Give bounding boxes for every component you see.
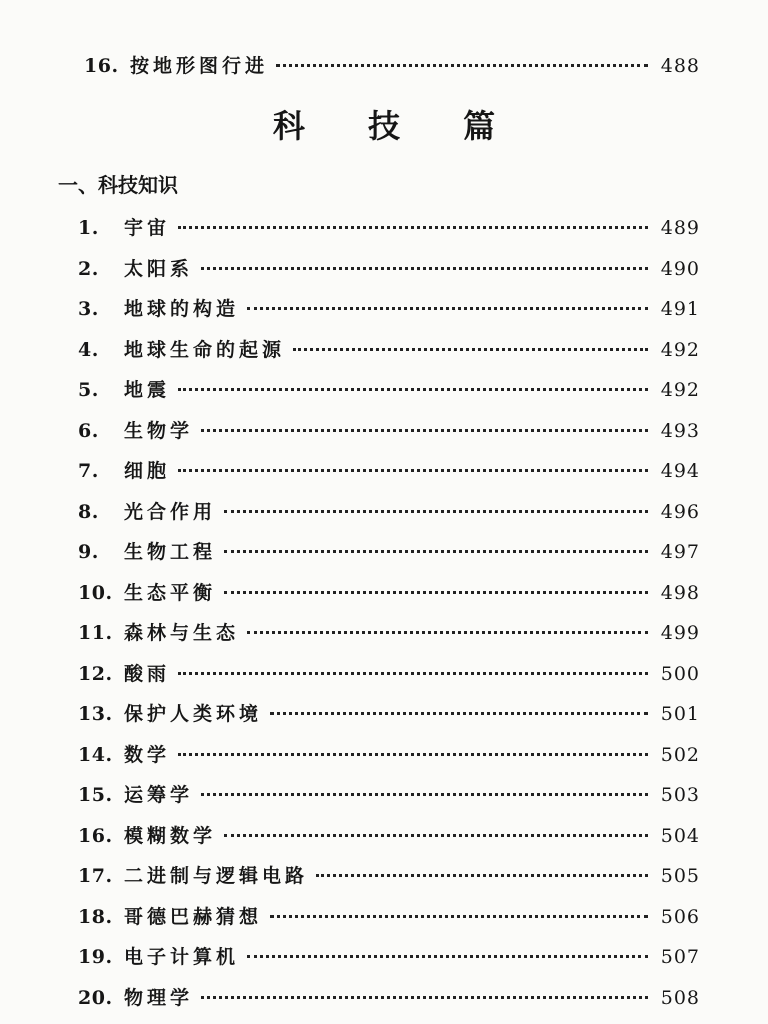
entry-title: 酸雨 [124, 662, 171, 685]
entry-page: 496 [660, 500, 700, 523]
entry-title: 生物工程 [124, 541, 217, 563]
entry-title: 森林与生态 [124, 622, 240, 644]
toc-entry [78, 492, 700, 533]
dot-leader [201, 266, 648, 270]
dot-leader [224, 549, 648, 553]
entry-title: 物理学 [124, 986, 194, 1009]
entry-title: 运筹学 [124, 784, 194, 806]
toc-entry [78, 573, 700, 614]
entry-page: 493 [660, 419, 700, 442]
dot-leader [224, 509, 648, 513]
toc-entry [78, 654, 700, 695]
entry-number: 7. [78, 460, 99, 482]
dot-leader [224, 590, 648, 594]
entry-number: 12. [78, 662, 113, 685]
entry-title: 光合作用 [124, 500, 217, 523]
entry-number: 9. [78, 541, 99, 563]
entry-number: 4. [78, 338, 99, 361]
dot-leader [247, 306, 648, 310]
dot-leader [178, 387, 648, 391]
toc-entry [78, 978, 700, 1019]
dot-leader [247, 954, 648, 958]
dot-leader [270, 914, 648, 918]
dot-leader [270, 711, 648, 715]
entry-number: 2. [78, 257, 99, 280]
entry-title: 宇宙 [124, 217, 171, 239]
dot-leader [224, 833, 648, 837]
toc-entry [78, 937, 700, 978]
toc-entry [78, 411, 700, 452]
entry-number: 6. [78, 419, 99, 442]
entry-page: 504 [660, 824, 700, 847]
entry-title: 生物学 [124, 419, 194, 442]
toc-entry [78, 451, 700, 492]
toc-entry [78, 370, 700, 411]
section-title: 科 技 篇 [272, 107, 522, 145]
toc-list [78, 208, 700, 1018]
entry-number: 14. [78, 743, 113, 766]
toc-entry [78, 289, 700, 330]
entry-page: 491 [660, 298, 700, 320]
entry-page: 500 [660, 662, 700, 685]
entry-page: 494 [660, 460, 700, 482]
entry-number: 15. [78, 784, 113, 806]
dot-leader [316, 873, 648, 877]
entry-page: 505 [660, 865, 700, 887]
entry-title: 地球生命的起源 [124, 338, 286, 361]
entry-page: 488 [660, 55, 700, 77]
toc-entry [78, 208, 700, 249]
entry-number: 3. [78, 298, 99, 320]
toc-entry [78, 694, 700, 735]
entry-page: 507 [660, 946, 700, 968]
dot-leader [201, 428, 648, 432]
entry-number: 13. [78, 703, 113, 725]
toc-entry [78, 735, 700, 776]
toc-entry [78, 856, 700, 897]
entry-page: 497 [660, 541, 700, 563]
toc-entry-previous [84, 52, 700, 80]
chapter-heading: 一、科技知识 [58, 173, 178, 197]
entry-title: 生态平衡 [124, 581, 217, 604]
entry-title: 二进制与逻辑电路 [124, 865, 309, 887]
entry-page: 492 [660, 379, 700, 401]
entry-number: 18. [78, 905, 113, 928]
entry-page: 503 [660, 784, 700, 806]
dot-leader [178, 671, 648, 675]
entry-title: 模糊数学 [124, 824, 217, 847]
entry-title: 哥德巴赫猜想 [124, 905, 263, 928]
entry-page: 489 [660, 217, 700, 239]
entry-title: 太阳系 [124, 257, 194, 280]
toc-entry [78, 897, 700, 938]
dot-leader [178, 468, 648, 472]
entry-number: 16. [84, 55, 119, 77]
toc-entry [78, 532, 700, 573]
entry-title: 保护人类环境 [124, 703, 263, 725]
dot-leader [178, 225, 648, 229]
dot-leader [201, 792, 648, 796]
dot-leader [293, 347, 648, 351]
entry-number: 11. [78, 622, 113, 644]
entry-title: 数学 [124, 743, 171, 766]
entry-number: 1. [78, 217, 99, 239]
entry-page: 506 [660, 905, 700, 928]
entry-title: 地球的构造 [124, 298, 240, 320]
entry-page: 492 [660, 338, 700, 361]
toc-entry [78, 816, 700, 857]
entry-number: 8. [78, 500, 99, 523]
entry-number: 5. [78, 379, 99, 401]
entry-number: 19. [78, 946, 113, 968]
entry-title: 电子计算机 [124, 946, 240, 968]
dot-leader [178, 752, 648, 756]
toc-entry [78, 330, 700, 371]
entry-title: 地震 [124, 379, 171, 401]
entry-page: 508 [660, 986, 700, 1009]
entry-page: 498 [660, 581, 700, 604]
toc-entry [78, 249, 700, 290]
entry-page: 501 [660, 703, 700, 725]
entry-number: 16. [78, 824, 113, 847]
entry-number: 10. [78, 581, 113, 604]
entry-page: 502 [660, 743, 700, 766]
dot-leader [276, 63, 648, 67]
dot-leader [247, 630, 648, 634]
entry-page: 490 [660, 257, 700, 280]
dot-leader [201, 995, 648, 999]
toc-entry [78, 613, 700, 654]
entry-page: 499 [660, 622, 700, 644]
entry-title: 按地形图行进 [130, 55, 269, 77]
entry-number: 20. [78, 986, 113, 1009]
entry-title: 细胞 [124, 460, 171, 482]
entry-number: 17. [78, 865, 113, 887]
toc-entry [78, 775, 700, 816]
